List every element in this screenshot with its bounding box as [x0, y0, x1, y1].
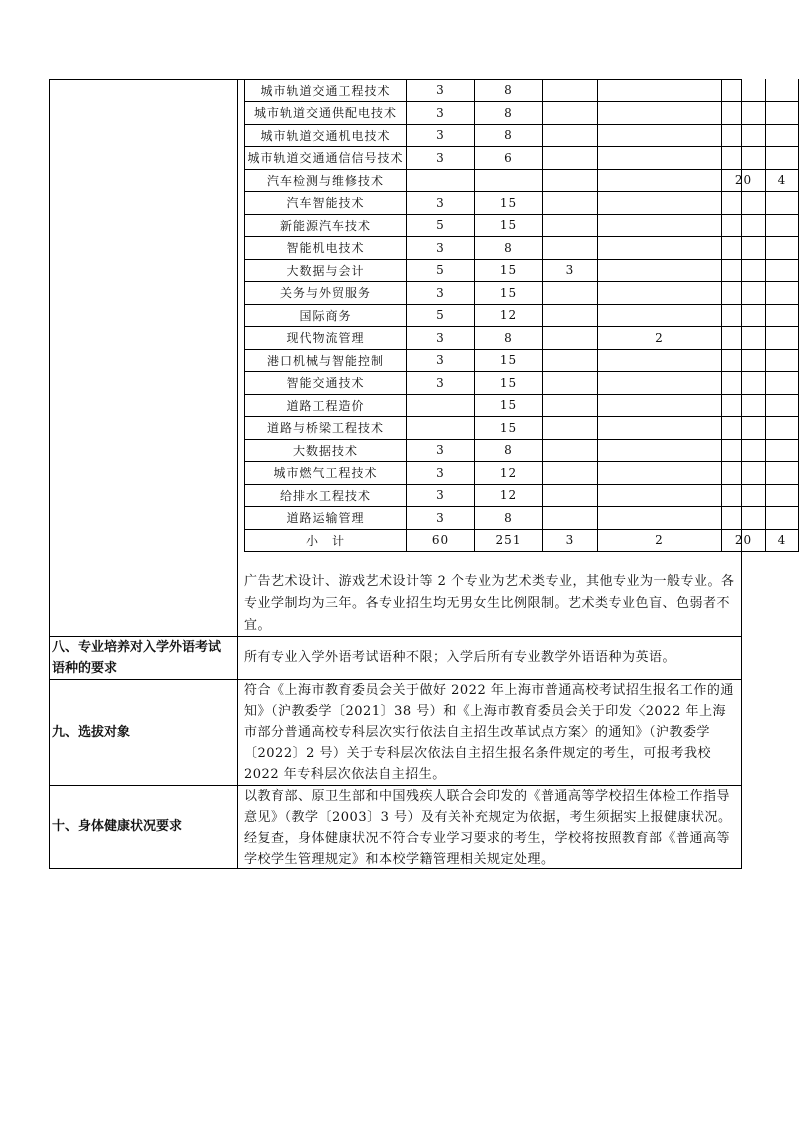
major-name-cell: 汽车智能技术: [245, 192, 407, 215]
value-cell: [722, 79, 766, 102]
value-cell: [543, 304, 598, 327]
value-cell: 8: [475, 124, 543, 147]
major-name-cell: 道路与桥梁工程技术: [245, 417, 407, 440]
major-name-cell: 智能机电技术: [245, 237, 407, 260]
value-cell: 15: [475, 372, 543, 395]
value-cell: 6: [475, 147, 543, 170]
value-cell: [722, 124, 766, 147]
value-cell: [543, 147, 598, 170]
value-cell: [543, 462, 598, 485]
value-cell: 20: [722, 169, 766, 192]
value-cell: 8: [475, 507, 543, 530]
value-cell: [598, 169, 722, 192]
value-cell: 5: [407, 304, 475, 327]
value-cell: [543, 124, 598, 147]
value-cell: [766, 124, 799, 147]
table-row: [245, 529, 799, 552]
value-cell: 15: [475, 214, 543, 237]
value-cell: [598, 394, 722, 417]
value-cell: [543, 327, 598, 350]
value-cell: 15: [475, 192, 543, 215]
value-cell: [766, 417, 799, 440]
major-name-cell: 汽车检测与维修技术: [245, 169, 407, 192]
value-cell: [543, 394, 598, 417]
value-cell: [598, 237, 722, 260]
value-cell: [407, 417, 475, 440]
value-cell: [598, 507, 722, 530]
table-row: [245, 327, 799, 350]
value-cell: [766, 102, 799, 125]
value-cell: [407, 394, 475, 417]
table-row: [245, 192, 799, 215]
value-cell: [543, 282, 598, 305]
value-cell: [598, 304, 722, 327]
section-10-label: 十、身体健康状况要求: [52, 819, 183, 834]
value-cell: [543, 372, 598, 395]
major-name-cell: 关务与外贸服务: [245, 282, 407, 305]
value-cell: [543, 169, 598, 192]
section-8-label: 八、专业培养对入学外语考试语种的要求: [52, 640, 222, 676]
value-cell: [766, 237, 799, 260]
value-cell: 251: [475, 529, 543, 552]
value-cell: [722, 102, 766, 125]
major-name-cell: 小 计: [245, 529, 407, 552]
value-cell: [598, 282, 722, 305]
value-cell: [722, 507, 766, 530]
value-cell: [722, 282, 766, 305]
value-cell: 20: [722, 529, 766, 552]
major-name-cell: 现代物流管理: [245, 327, 407, 350]
section-8-content: 所有专业入学外语考试语种不限；入学后所有专业教学外语语种为英语。: [244, 650, 677, 665]
value-cell: 12: [475, 304, 543, 327]
value-cell: 3: [543, 259, 598, 282]
value-cell: [766, 394, 799, 417]
value-cell: 3: [407, 372, 475, 395]
major-name-cell: 智能交通技术: [245, 372, 407, 395]
value-cell: 15: [475, 282, 543, 305]
table-row: [245, 259, 799, 282]
table-row: [245, 237, 799, 260]
value-cell: 12: [475, 484, 543, 507]
value-cell: [766, 79, 799, 102]
value-cell: 3: [543, 529, 598, 552]
value-cell: 3: [407, 282, 475, 305]
value-cell: 4: [766, 169, 799, 192]
value-cell: [598, 462, 722, 485]
value-cell: 15: [475, 259, 543, 282]
value-cell: [543, 192, 598, 215]
value-cell: 15: [475, 394, 543, 417]
table-row: [245, 169, 799, 192]
value-cell: [543, 349, 598, 372]
table-row: [245, 124, 799, 147]
value-cell: [722, 304, 766, 327]
major-name-cell: 大数据与会计: [245, 259, 407, 282]
table-row: [245, 417, 799, 440]
table-row: [245, 282, 799, 305]
value-cell: 3: [407, 192, 475, 215]
value-cell: [722, 147, 766, 170]
value-cell: [722, 417, 766, 440]
value-cell: [722, 394, 766, 417]
value-cell: [766, 507, 799, 530]
majors-table: [244, 79, 799, 552]
value-cell: [766, 462, 799, 485]
value-cell: [543, 417, 598, 440]
value-cell: [598, 372, 722, 395]
value-cell: 3: [407, 462, 475, 485]
value-cell: [766, 192, 799, 215]
value-cell: 3: [407, 507, 475, 530]
value-cell: [766, 147, 799, 170]
value-cell: 15: [475, 417, 543, 440]
major-name-cell: 大数据技术: [245, 439, 407, 462]
major-name-cell: 城市轨道交通工程技术: [245, 79, 407, 102]
value-cell: [766, 214, 799, 237]
major-name-cell: 城市轨道交通机电技术: [245, 124, 407, 147]
value-cell: 3: [407, 124, 475, 147]
value-cell: [543, 214, 598, 237]
value-cell: 3: [407, 79, 475, 102]
value-cell: [722, 349, 766, 372]
value-cell: [598, 102, 722, 125]
value-cell: [407, 169, 475, 192]
section-9-content: 符合《上海市教育委员会关于做好 2022 年上海市普通高校考试招生报名工作的通知》（沪教委学〔2021〕38 号）和《上海市教育委员会关于印发〈2022 年上海市部分普通高校专科层次实行依法自主招生改革试点方案〉的通知》（沪教委学〔2022〕2 号）关于专科层次依法自主招生报名条件规定的考生，可报考我校 2022 年专科层次依法自主招生。: [244, 683, 734, 782]
value-cell: [598, 349, 722, 372]
value-cell: [722, 462, 766, 485]
value-cell: [766, 439, 799, 462]
table-row: [245, 102, 799, 125]
section-9-label: 九、选拔对象: [52, 725, 131, 740]
value-cell: 5: [407, 259, 475, 282]
table-row: [245, 484, 799, 507]
value-cell: 5: [407, 214, 475, 237]
value-cell: [598, 484, 722, 507]
value-cell: [543, 439, 598, 462]
value-cell: [598, 439, 722, 462]
value-cell: [766, 349, 799, 372]
major-name-cell: 城市轨道交通供配电技术: [245, 102, 407, 125]
value-cell: 4: [766, 529, 799, 552]
value-cell: [543, 102, 598, 125]
major-name-cell: 新能源汽车技术: [245, 214, 407, 237]
table-row: [245, 439, 799, 462]
value-cell: 8: [475, 79, 543, 102]
value-cell: 2: [598, 529, 722, 552]
major-name-cell: 道路运输管理: [245, 507, 407, 530]
value-cell: [722, 192, 766, 215]
value-cell: 2: [598, 327, 722, 350]
table-row: [245, 462, 799, 485]
value-cell: [766, 282, 799, 305]
value-cell: 60: [407, 529, 475, 552]
value-cell: [766, 304, 799, 327]
value-cell: [543, 79, 598, 102]
table-row: [245, 79, 799, 102]
table-row: [245, 394, 799, 417]
value-cell: [598, 79, 722, 102]
table-row: [245, 304, 799, 327]
major-name-cell: 给排水工程技术: [245, 484, 407, 507]
table-row: [245, 372, 799, 395]
value-cell: 8: [475, 237, 543, 260]
value-cell: 3: [407, 102, 475, 125]
value-cell: [766, 484, 799, 507]
value-cell: 3: [407, 147, 475, 170]
value-cell: 3: [407, 327, 475, 350]
value-cell: [598, 259, 722, 282]
table-row: [245, 507, 799, 530]
label-column-divider: [237, 79, 238, 869]
value-cell: [766, 372, 799, 395]
major-name-cell: 港口机械与智能控制: [245, 349, 407, 372]
value-cell: [722, 327, 766, 350]
value-cell: [722, 214, 766, 237]
value-cell: [766, 259, 799, 282]
value-cell: [598, 124, 722, 147]
value-cell: [722, 372, 766, 395]
value-cell: [722, 259, 766, 282]
value-cell: 8: [475, 327, 543, 350]
value-cell: 8: [475, 439, 543, 462]
major-name-cell: 城市燃气工程技术: [245, 462, 407, 485]
major-name-cell: 城市轨道交通通信信号技术: [245, 147, 407, 170]
table-row: [245, 147, 799, 170]
value-cell: [598, 147, 722, 170]
table-row: [245, 214, 799, 237]
value-cell: [543, 484, 598, 507]
value-cell: 3: [407, 484, 475, 507]
value-cell: [766, 327, 799, 350]
value-cell: 8: [475, 102, 543, 125]
value-cell: 3: [407, 349, 475, 372]
major-name-cell: 国际商务: [245, 304, 407, 327]
value-cell: [598, 214, 722, 237]
table-row: [245, 349, 799, 372]
section-10-content: 以教育部、原卫生部和中国残疾人联合会印发的《普通高等学校招生体检工作指导意见》（教学〔2003〕3 号）及有关补充规定为依据，考生须据实上报健康状况。经复查，身体健康状况不符合专业学习要求的考生，学校将按照教育部《普通高等学校学生管理规定》和本校学籍管理相关规定处理。: [244, 789, 732, 867]
value-cell: [598, 192, 722, 215]
majors-note: 广告艺术设计、游戏艺术设计等 2 个专业为艺术类专业，其他专业为一般专业。各专业学制均为三年。各专业招生均无男女生比例限制。艺术类专业色盲、色弱者不宜。: [244, 574, 735, 633]
value-cell: [722, 439, 766, 462]
value-cell: 3: [407, 439, 475, 462]
value-cell: [722, 484, 766, 507]
value-cell: 15: [475, 349, 543, 372]
value-cell: [598, 417, 722, 440]
value-cell: [543, 507, 598, 530]
major-name-cell: 道路工程造价: [245, 394, 407, 417]
value-cell: [543, 237, 598, 260]
value-cell: 3: [407, 237, 475, 260]
value-cell: [475, 169, 543, 192]
value-cell: [722, 237, 766, 260]
value-cell: 12: [475, 462, 543, 485]
